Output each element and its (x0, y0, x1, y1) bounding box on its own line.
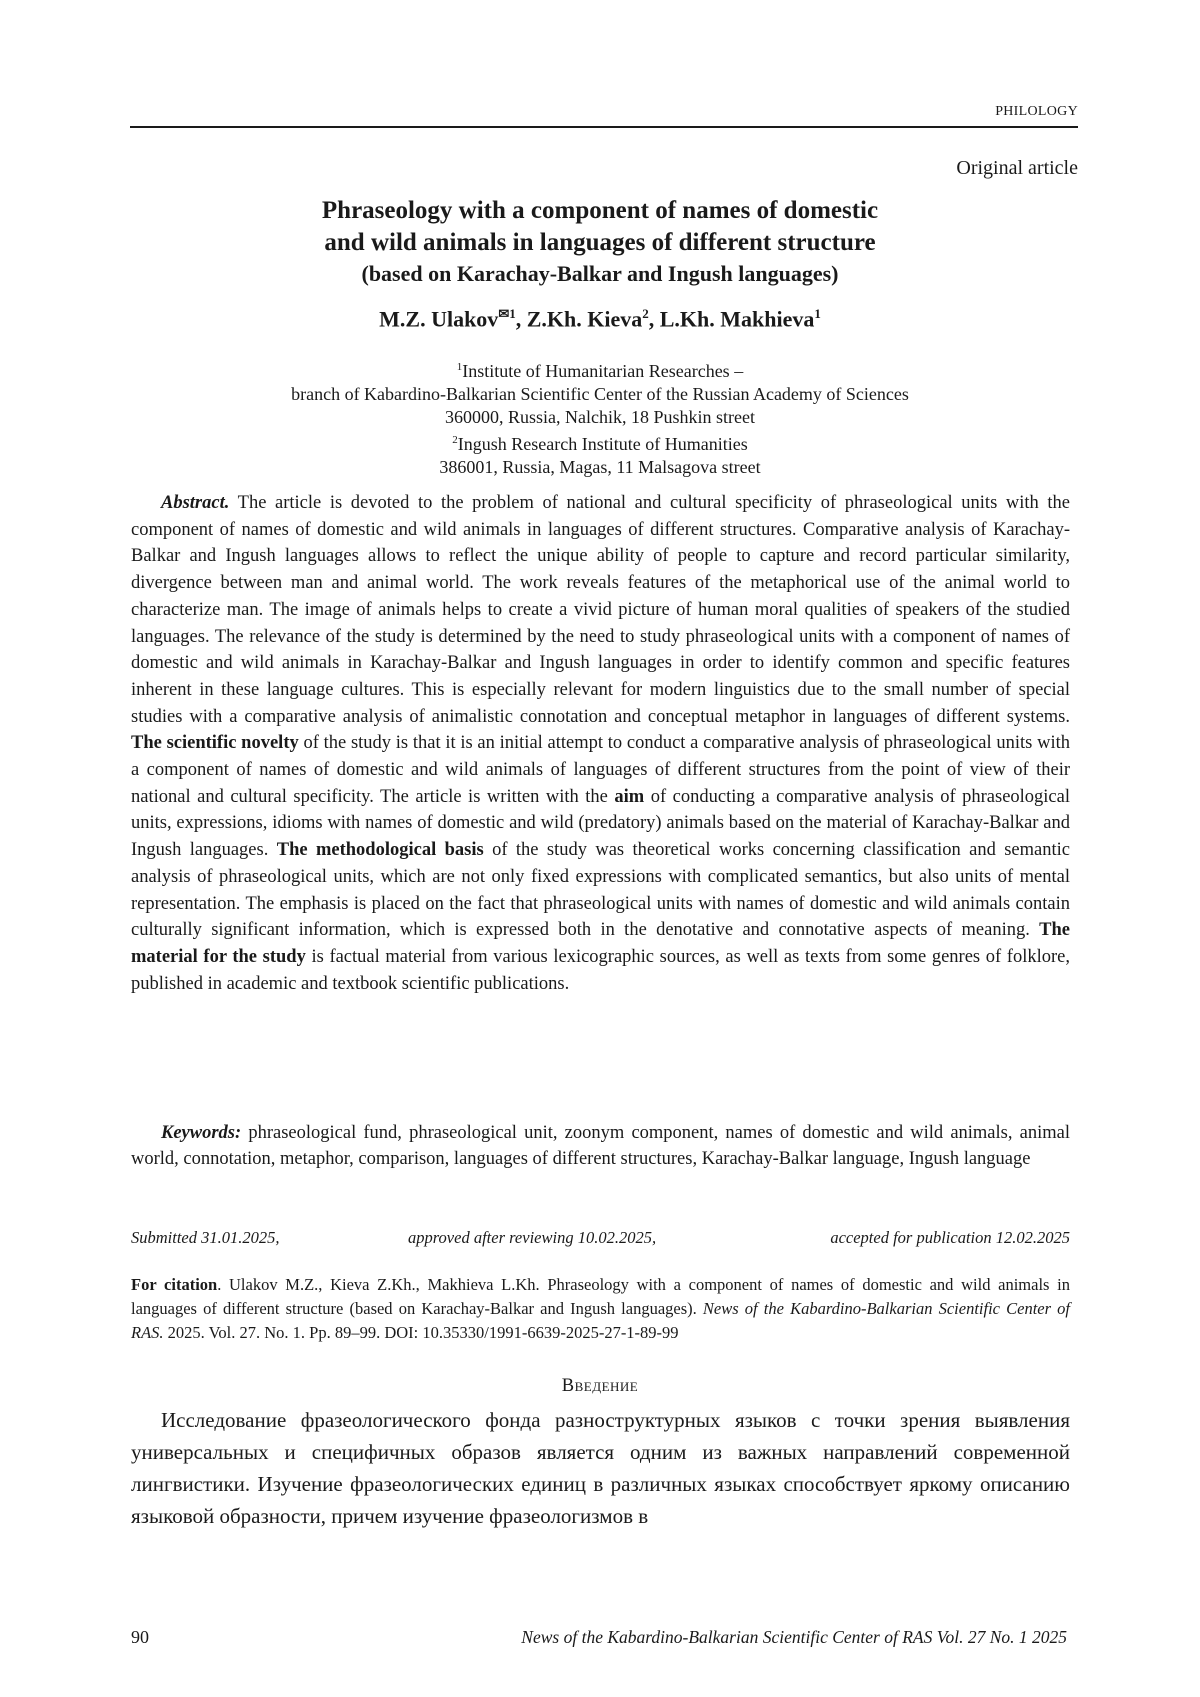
emphasis: The methodological basis (276, 840, 484, 861)
section-heading: Введение (561, 1376, 639, 1396)
journal-name: News of the Kabardino-Balkarian Scientific Center of RAS. (131, 1299, 1070, 1342)
accepted-date: accepted for publication 12.02.2025 (830, 1228, 1070, 1247)
abstract-label: Abstract. (161, 493, 230, 513)
author-list (130, 306, 1070, 332)
submitted-date: Submitted 31.01.2025, (131, 1228, 280, 1247)
affiliation-line: branch of Kabardino-Balkarian Scientific Center of the Russian Academy of Sciences (291, 384, 909, 404)
affiliation-line: $^1$Institute of Humanitarian Researches – (456, 361, 744, 381)
author-name: M.Z. Ulakov (379, 306, 499, 332)
abstract: Abstract. The article is devoted to the problem of national and cultural specificity of phraseological units with the component of names of domestic and wild animals in languages of different structures. Comparative analysis of Karachay-Balkar and Ingush languages allows to reflect the unique ability of people to capture and record particular similarity, divergence between man and animal world. The work reveals features of the metaphorical use of the animal world to characterize man. The image of animals helps to create a vivid picture of human moral qualities of speakers of the studied languages. The relevance of the study is determined by the need to study phraseological units with a component of names of domestic and wild animals in Karachay-Balkar and Ingush languages in order to identify common and specific features inherent in these language cultures. This is especially relevant for modern linguistics due to the small number of special studies with a comparative analysis of animalistic connotation and conceptual metaphor in languages of different systems. The scientific novelty of the study is that it is an initial attempt to conduct a comparative analysis of phraseological units with a component of names of domestic and wild animals of languages of different structures from the point of view of their national and cultural specificity. The article is written with the aim of conducting a comparative analysis of phraseological units, expressions, idioms with names of domestic and wild (predatory) animals based on the material of Karachay-Balkar and Ingush languages. The methodological basis of the study was theoretical works concerning classification and semantic analysis of phraseological units, which are not only fixed expressions with complicated semantics, but also units of mental representation. The emphasis is placed on the fact that phraseological units with names of domestic and wild animals contain culturally significant information, which is expressed both in the denotative and connotative aspects of meaning. The material for the study is factual material from various lexicographic sources, as well as texts from some genres of folklore, published in academic and textbook scientific publications. (131, 493, 1070, 994)
author-affiliation-mark: ✉1 (498, 306, 516, 321)
affiliation-line: $^2$Ingush Research Institute of Humanities (452, 434, 748, 454)
author-separator: , (515, 306, 527, 332)
citation: For citation. Ulakov M.Z., Kieva Z.Kh., Makhieva L.Kh. Phraseology with a component of names of domestic and wild animals in languages of different structure (based on Karachay-Balkar and Ingush languages). News of the Kabardino-Balkarian Scientific Center of RAS. 2025. Vol. 27. No. 1. Pp. 89–99. DOI: 10.35330/1991-6639-2025-27-1-89-99 (131, 1275, 1070, 1342)
author-name: L.Kh. Makhieva (659, 306, 815, 332)
author-separator: , (648, 306, 660, 332)
affiliation-mark: 2 (452, 434, 458, 446)
title-line-1: Phraseology with a component of names of domestic (321, 197, 879, 224)
title-line-2: and wild animals in languages of different structure (324, 229, 876, 256)
author-affiliation-mark: 2 (642, 306, 649, 321)
section-label: PHILOLOGY (995, 104, 1078, 119)
intro-paragraph: Исследование фразеологического фонда разноструктурных языков с точки зрения выявления универсальных и специфичных образов является одним из важных направлений современной лингвистики. Изучение фразеологических единиц в различных языках способствует яркому описанию языковой образности, причем изучение фразеологизмов в (131, 1408, 1070, 1528)
affiliation-line: 360000, Russia, Nalchik, 18 Pushkin street (445, 407, 755, 427)
citation-label: For citation (131, 1275, 218, 1294)
journal-footer: News of the Kabardino-Balkarian Scientific Center of RAS Vol. 27 No. 1 2025 (521, 1627, 1067, 1647)
affiliations (130, 356, 1070, 479)
article-title (130, 195, 1070, 289)
keywords-label: Keywords: (161, 1123, 242, 1143)
affiliation-mark: 1 (456, 361, 463, 373)
page-number: 90 (131, 1627, 149, 1647)
affiliation-line: 386001, Russia, Magas, 11 Malsagova street (439, 457, 761, 477)
article-type: Original article (956, 157, 1078, 179)
header-rule (130, 126, 1078, 128)
keywords: Keywords: phraseological fund, phraseological unit, zoonym component, names of domestic and wild animals, animal world, connotation, metaphor, comparison, languages of different structures, Karachay-Balkar language, Ingush language (131, 1123, 1070, 1169)
article-subtitle: (based on Karachay-Balkar and Ingush languages) (361, 261, 839, 286)
emphasis: aim (614, 786, 645, 807)
emphasis: The material for the study (131, 920, 1070, 967)
author-name: Z.Kh. Kieva (526, 306, 643, 332)
approved-date: approved after reviewing 10.02.2025, (408, 1228, 657, 1247)
emphasis: The scientific novelty (131, 733, 299, 754)
author-affiliation-mark: 1 (814, 306, 821, 321)
